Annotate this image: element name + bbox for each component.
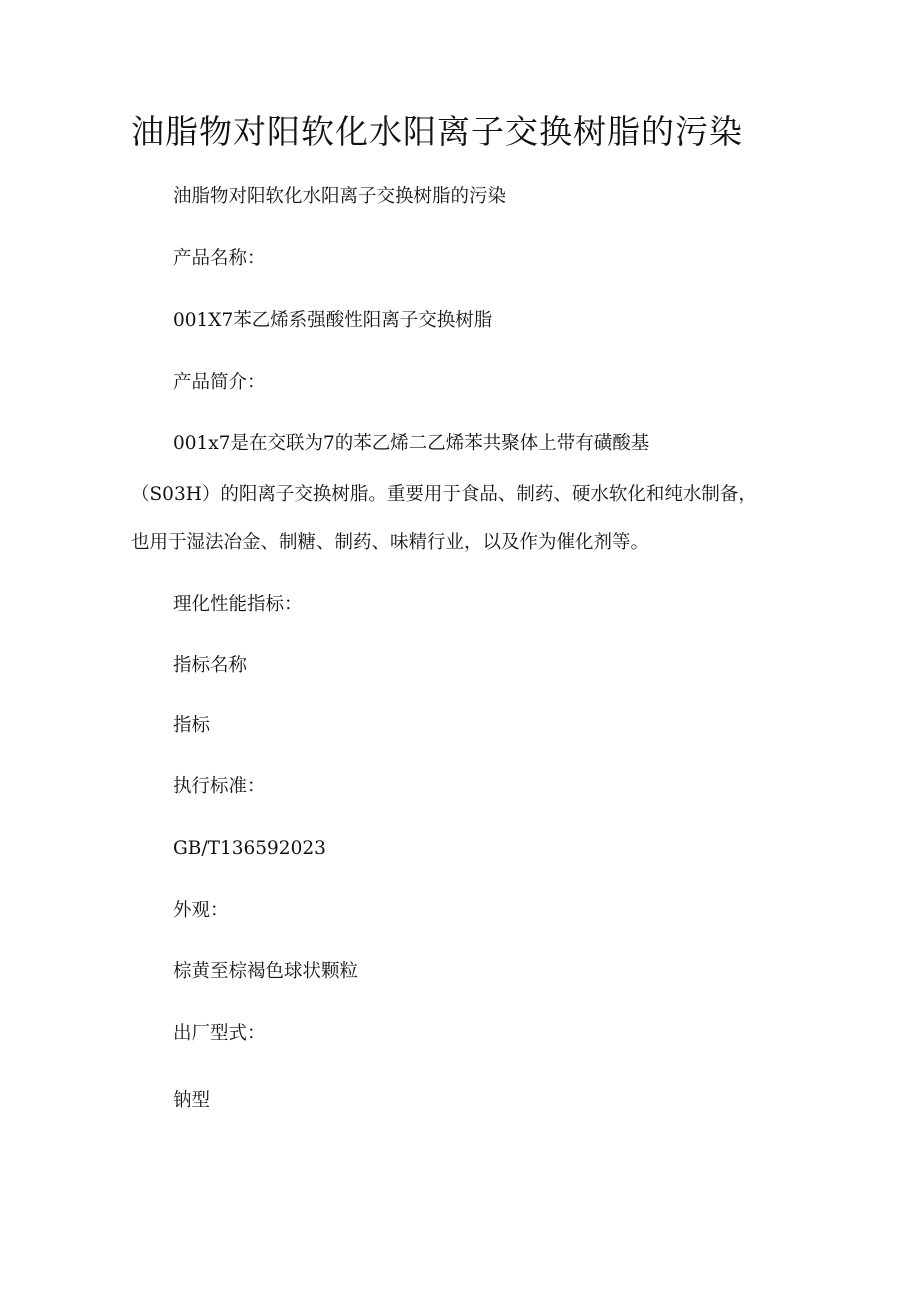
spec-name-header: 指标名称 — [173, 655, 248, 676]
subtitle-paragraph: 油脂物对阳软化水阳离子交换树脂的污染 — [173, 186, 507, 207]
product-intro-line-1: 001x7是在交联为7的苯乙烯二乙烯苯共聚体上带有磺酸基 — [173, 433, 650, 454]
product-intro-line-2: （S03H）的阳离子交换树脂。重要用于食品、制药、硬水软化和纯水制备， — [131, 484, 757, 505]
spec-value-header: 指标 — [173, 715, 211, 736]
appearance-label: 外观： — [173, 900, 229, 921]
product-intro-label: 产品简介： — [173, 372, 266, 393]
document-title: 油脂物对阳软化水阳离子交换树脂的污染 — [131, 112, 743, 151]
factory-form-value: 钠型 — [173, 1090, 211, 1111]
product-name-value: 001X7苯乙烯系强酸性阳离子交换树脂 — [173, 310, 493, 331]
product-name-label: 产品名称： — [173, 248, 266, 269]
spec-heading: 理化性能指标： — [173, 594, 303, 615]
product-intro-line-3: 也用于湿法冶金、制糖、制药、味精行业，以及作为催化剂等。 — [131, 532, 650, 553]
appearance-value: 棕黄至棕褐色球状颗粒 — [173, 961, 359, 982]
standard-value: GB/T136592023 — [173, 838, 326, 859]
standard-label: 执行标准： — [173, 776, 266, 797]
factory-form-label: 出厂型式： — [173, 1023, 266, 1044]
